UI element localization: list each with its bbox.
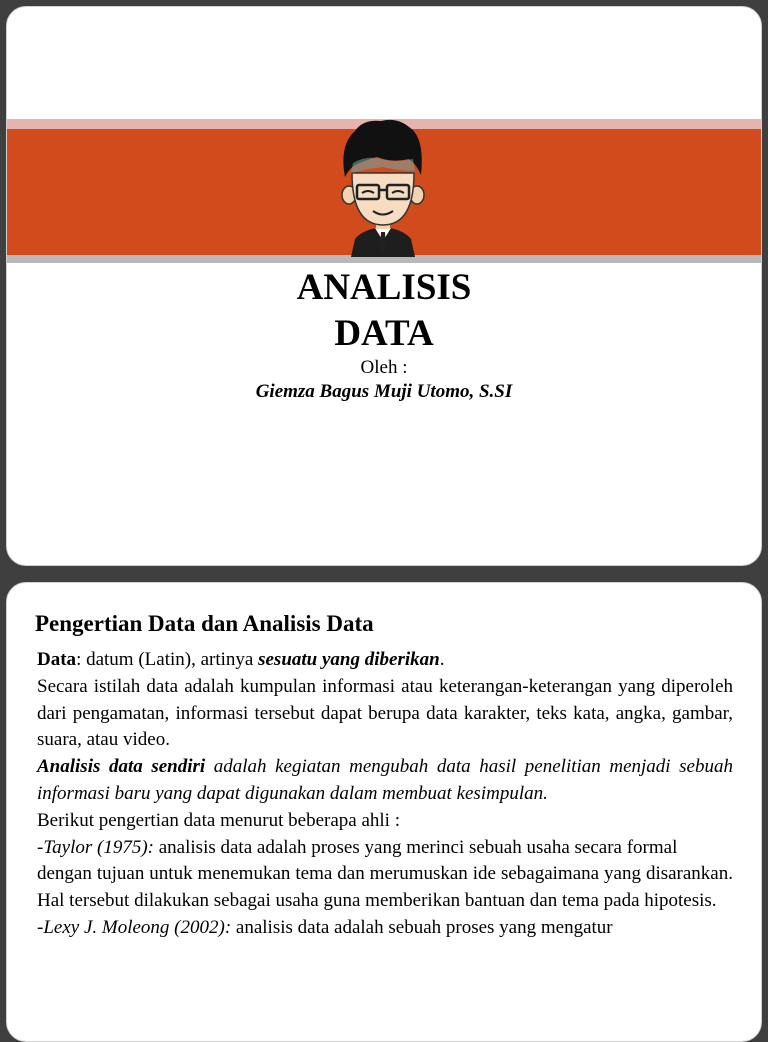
slide-heading: Pengertian Data dan Analisis Data	[35, 611, 374, 636]
slide-body	[37, 647, 733, 942]
content-slide	[6, 582, 762, 1042]
title-slide	[6, 6, 762, 566]
analysis-text: adalah kegiatan mengubah data hasil penelitian menjadi sebuah informasi baru yang dapat digunakan dalam membuat kesimpulan.	[37, 756, 733, 804]
emphasis-text: sesuatu yang diberikan	[258, 649, 440, 670]
title-line-1: ANALISIS	[296, 267, 472, 308]
author-name: Giemza Bagus Muji Utomo, S.SI	[255, 381, 513, 402]
title-line-2: DATA	[334, 313, 434, 354]
paragraph-taylor-continued: dengan tujuan untuk menemukan tema dan merumuskan ide sebagaimana yang disarankan. Hal tersebut dilakukan sebagai usaha guna memberikan bantuan dan tema pada hipotesis.	[37, 863, 733, 912]
citation-taylor: -Taylor (1975):	[37, 836, 154, 858]
paragraph-taylor	[37, 835, 733, 862]
cartoon-man-with-glasses-icon	[333, 115, 433, 257]
definition-text: : datum (Latin), artinya	[76, 649, 259, 670]
presentation-title	[7, 265, 761, 357]
taylor-text: analisis data adalah proses yang merinci sebuah usaha secara formal	[154, 836, 678, 858]
moleong-text: analisis data adalah sebuah proses yang mengatur	[231, 916, 613, 938]
term-data: Data	[37, 649, 77, 670]
citation-moleong: -Lexy J. Moleong (2002):	[37, 916, 232, 938]
paragraph-moleong	[37, 915, 733, 942]
period: .	[439, 649, 445, 670]
term-analysis: Analisis data sendiri	[37, 756, 206, 778]
by-label: Oleh :	[360, 357, 408, 378]
paragraph-experts-intro: Berikut pengertian data menurut beberapa ahli :	[37, 809, 400, 831]
paragraph-analysis-definition	[37, 754, 733, 808]
paragraph-data-term: Secara istilah data adalah kumpulan informasi atau keterangan-keterangan yang diperoleh dari pengamatan, informasi tersebut dapat berupa data karakter, teks kata, angka, gambar, suara, atau video.	[37, 675, 733, 751]
paragraph-data-definition	[37, 647, 733, 674]
